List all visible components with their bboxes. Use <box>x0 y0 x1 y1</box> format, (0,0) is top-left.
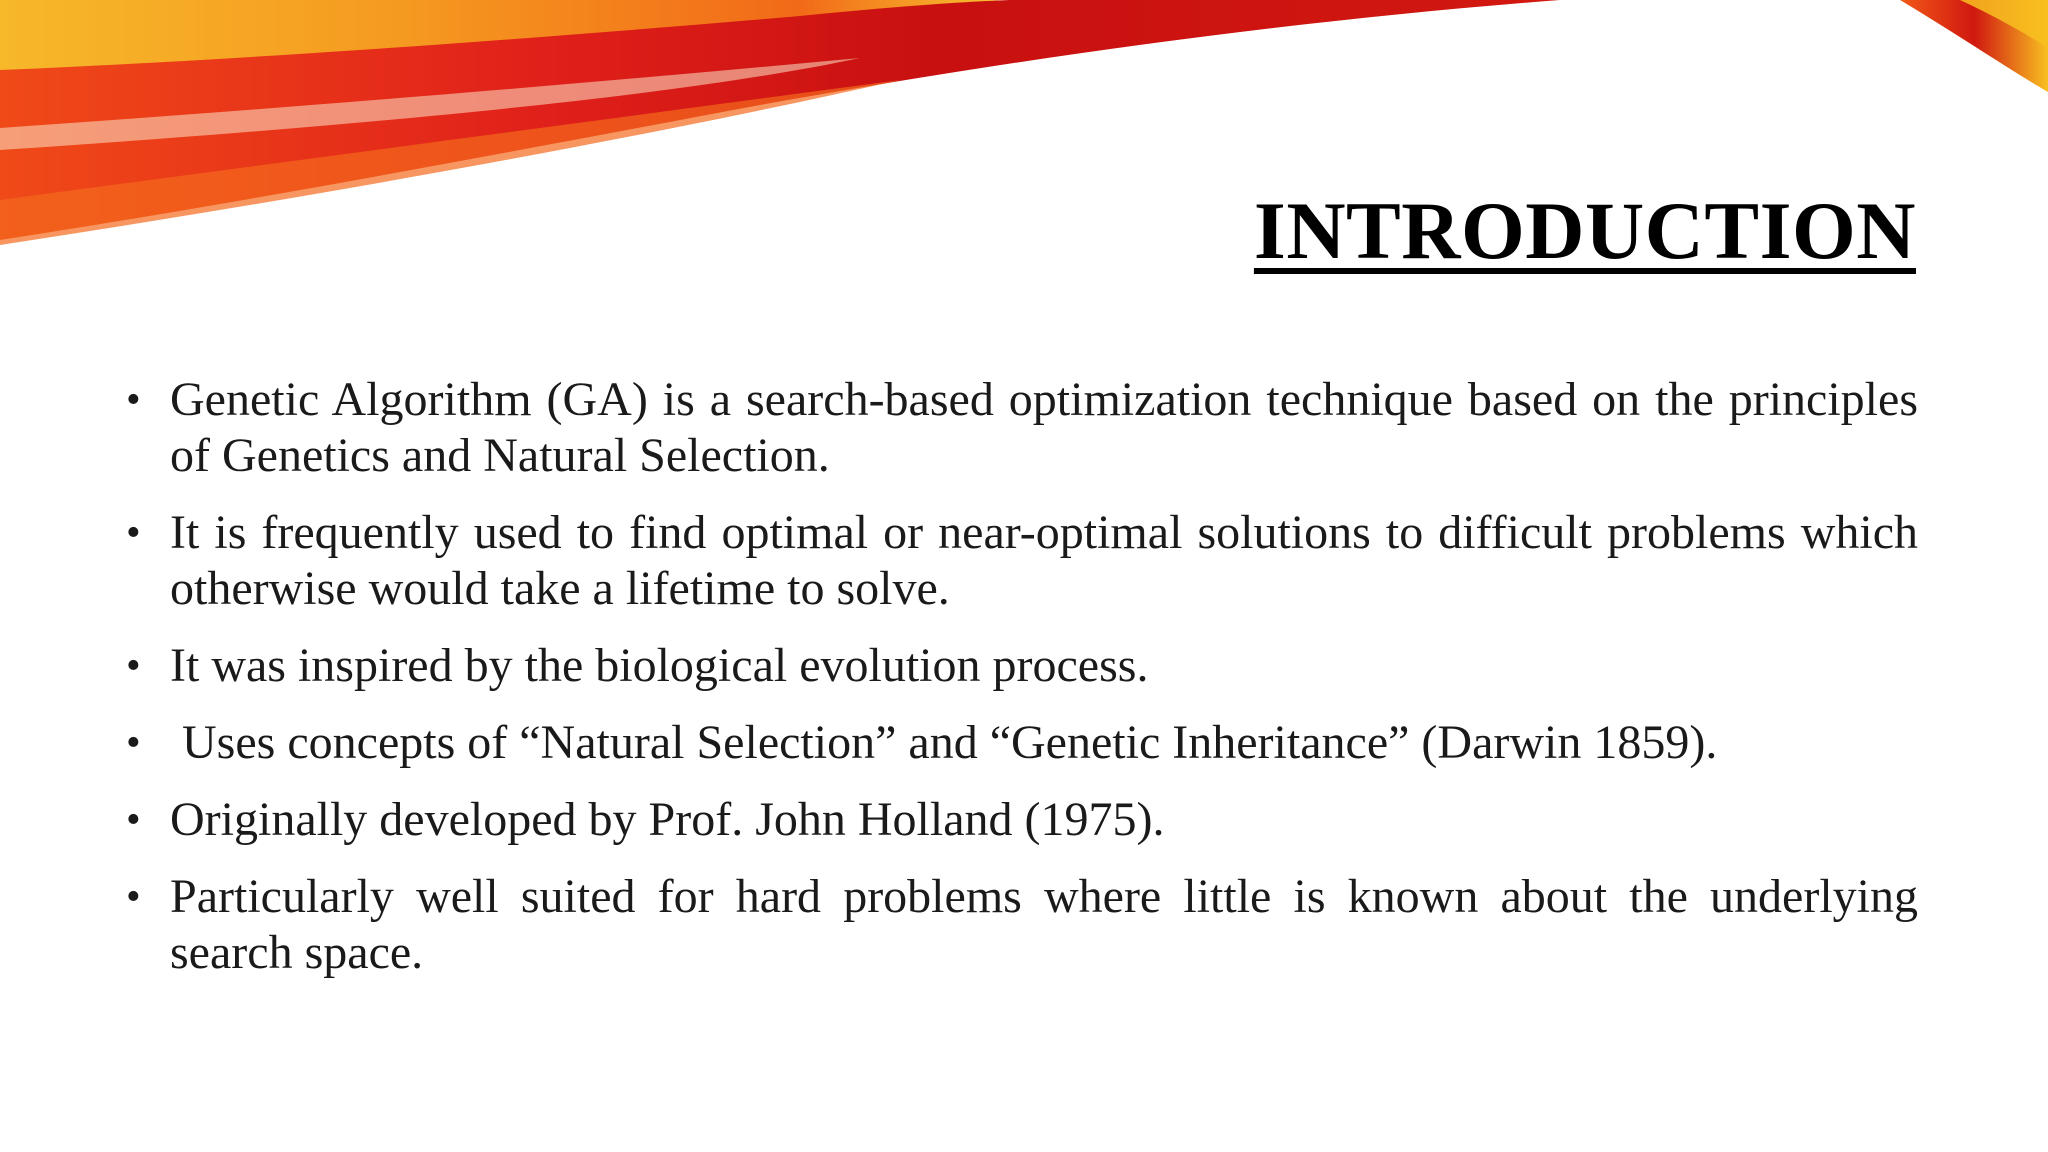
bullet-text: It is frequently used to find optimal or near-optimal solutions to difficult problems which otherwise would take a lifetime to solve. <box>170 506 1918 615</box>
bullet-list <box>126 372 1918 1002</box>
list-item <box>126 715 1918 771</box>
list-item <box>126 505 1918 617</box>
bullet-text: It was inspired by the biological evolution process. <box>170 639 1149 692</box>
bullet-icon: • <box>126 797 141 843</box>
bullet-icon: • <box>126 874 141 920</box>
slide-title: INTRODUCTION <box>1253 185 1916 276</box>
list-item <box>126 869 1918 981</box>
bullet-icon: • <box>126 510 141 556</box>
bullet-icon: • <box>126 643 141 689</box>
bullet-text: Genetic Algorithm (GA) is a search-based optimization technique based on the principles of Genetics and Natural Selection. <box>170 373 1918 482</box>
bullet-icon: • <box>126 377 141 423</box>
bullet-text: Originally developed by Prof. John Holland (1975). <box>170 793 1165 846</box>
list-item <box>126 792 1918 848</box>
bullet-text: Uses concepts of “Natural Selection” and “Genetic Inheritance” (Darwin 1859). <box>170 716 1718 769</box>
list-item <box>126 372 1918 484</box>
bullet-text: Particularly well suited for hard problems where little is known about the underlying search space. <box>170 870 1918 979</box>
bullet-icon: • <box>126 720 141 766</box>
list-item <box>126 638 1918 694</box>
